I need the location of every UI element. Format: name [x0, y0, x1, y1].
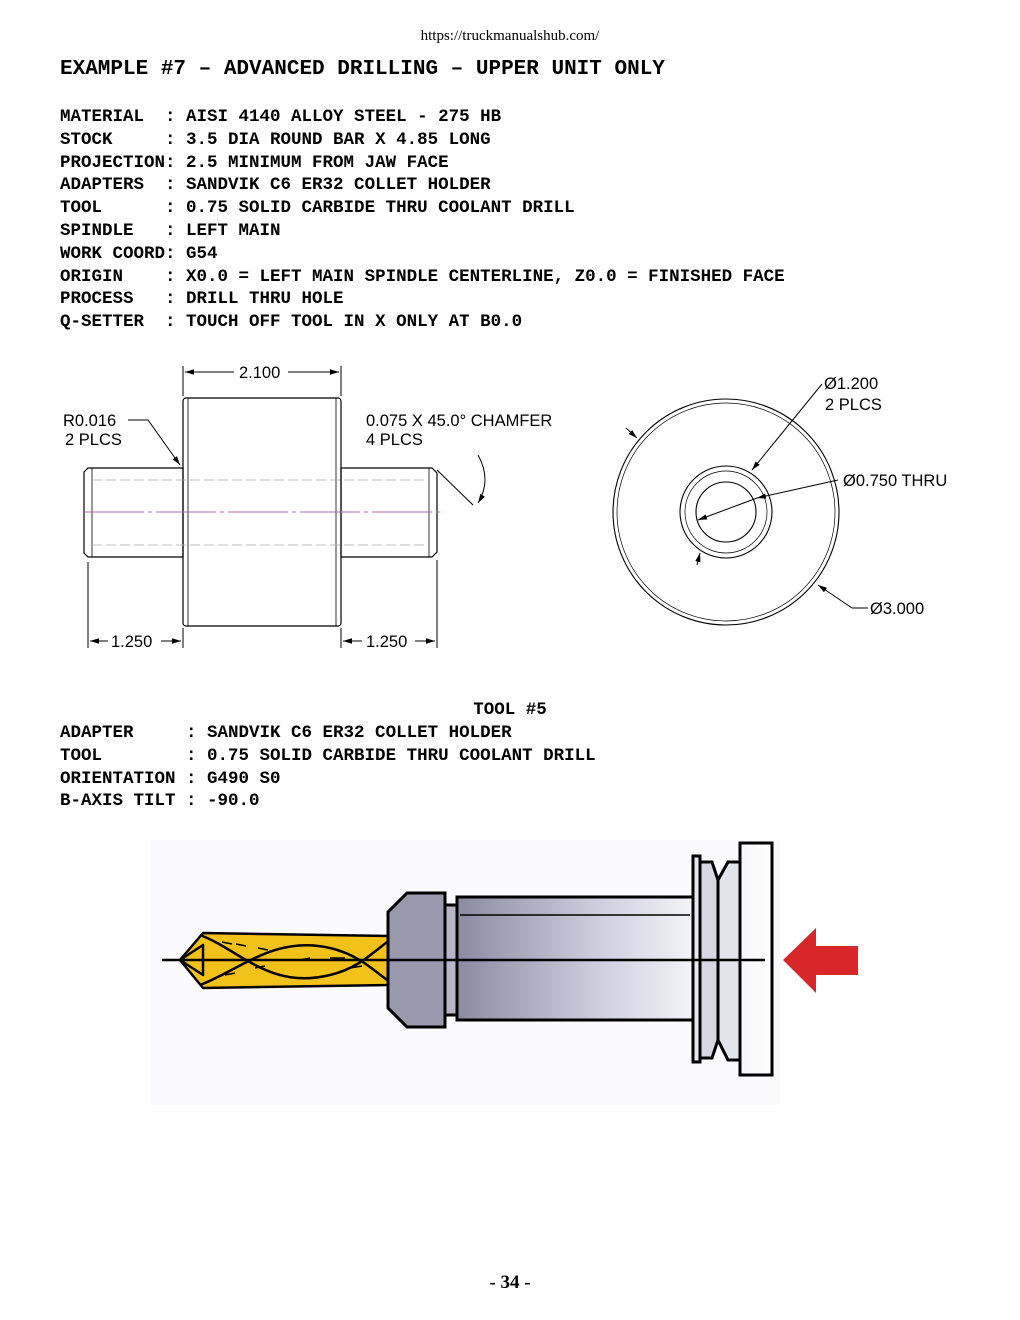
spec-key: PROJECTION — [60, 152, 166, 173]
holder-body — [457, 897, 693, 1020]
spec-value: : DRILL THRU HOLE — [165, 289, 344, 310]
tool-key: B-AXIS TILT — [60, 791, 187, 812]
spec-value: : TOUCH OFF TOOL IN X ONLY AT B0.0 — [165, 312, 523, 333]
tool-key: ORIENTATION — [60, 768, 187, 789]
tool-key: TOOL — [60, 745, 187, 766]
spec-value: : 0.75 SOLID CARBIDE THRU COOLANT DRILL — [165, 198, 575, 219]
thru-hole — [696, 482, 756, 542]
tool-row-b-axis-tilt — [60, 791, 260, 811]
holder-flange — [693, 843, 772, 1075]
part-end-view — [613, 384, 868, 625]
direction-arrow-icon — [783, 928, 858, 993]
dim-overall-width-label: 2.100 — [239, 364, 281, 382]
tool-value: : SANDVIK C6 ER32 COLLET HOLDER — [186, 723, 512, 743]
dia-boss-label: Ø1.200 — [824, 375, 879, 393]
dia-outer-label: Ø3.000 — [870, 600, 925, 618]
illustration-background — [150, 840, 780, 1105]
tool-key: ADAPTER — [60, 723, 187, 743]
drill-icon — [180, 933, 390, 988]
dia-boss-plcs: 2 PLCS — [825, 396, 882, 414]
right-shaft — [341, 468, 437, 557]
spec-key: WORK COORD — [60, 243, 166, 264]
tool-spec-list — [60, 723, 596, 823]
tool-value: : G490 S0 — [186, 768, 281, 789]
spec-key: ORIGIN — [60, 266, 166, 287]
spec-key: Q-SETTER — [60, 312, 166, 333]
spec-value: : SANDVIK C6 ER32 COLLET HOLDER — [165, 175, 491, 196]
collet-nut — [388, 893, 445, 1027]
tool-value: : -90.0 — [186, 791, 260, 812]
source-url: https://truckmanualshub.com/ — [420, 28, 600, 44]
spec-value: : G54 — [165, 243, 218, 264]
outer-diameter — [613, 399, 839, 625]
spec-value: : 3.5 DIA ROUND BAR X 4.85 LONG — [165, 129, 491, 150]
radius-note-plcs: 2 PLCS — [65, 431, 122, 449]
tool-row-tool — [60, 746, 596, 766]
spec-value: : 2.5 MINIMUM FROM JAW FACE — [165, 152, 449, 173]
radius-note: R0.016 — [63, 412, 117, 430]
chamfer-note-plcs: 4 PLCS — [366, 431, 423, 449]
tool-row-orientation — [60, 769, 281, 789]
radius-leader — [128, 420, 180, 465]
dia-thru-label: Ø0.750 THRU — [843, 472, 948, 490]
tool-heading: TOOL #5 — [473, 700, 547, 720]
chamfer-leader — [437, 455, 485, 505]
spec-key: TOOL — [60, 198, 166, 219]
dim-right-shaft-label: 1.250 — [366, 633, 408, 651]
spec-value: : LEFT MAIN — [165, 221, 281, 241]
spec-value: : AISI 4140 ALLOY STEEL - 275 HB — [165, 107, 502, 127]
chamfer-note: 0.075 X 45.0° CHAMFER — [366, 412, 553, 430]
tool-value: : 0.75 SOLID CARBIDE THRU COOLANT DRILL — [186, 745, 596, 766]
spec-key: PROCESS — [60, 289, 166, 310]
dim-left-shaft-label: 1.250 — [111, 633, 153, 651]
page-title: EXAMPLE #7 – ADVANCED DRILLING – UPPER UNIT ONLY — [60, 58, 665, 81]
spec-value: : X0.0 = LEFT MAIN SPINDLE CENTERLINE, Z0.0 = FINISHED FACE — [165, 266, 785, 287]
boss-diameter — [680, 466, 772, 558]
spec-key: SPINDLE — [60, 221, 166, 241]
left-shaft — [84, 468, 183, 557]
tool-row-adapter — [60, 723, 512, 743]
spec-key: STOCK — [60, 129, 166, 150]
spec-key: MATERIAL — [60, 107, 166, 127]
spec-key: ADAPTERS — [60, 175, 166, 196]
page-number: - 34 - — [489, 1272, 531, 1293]
